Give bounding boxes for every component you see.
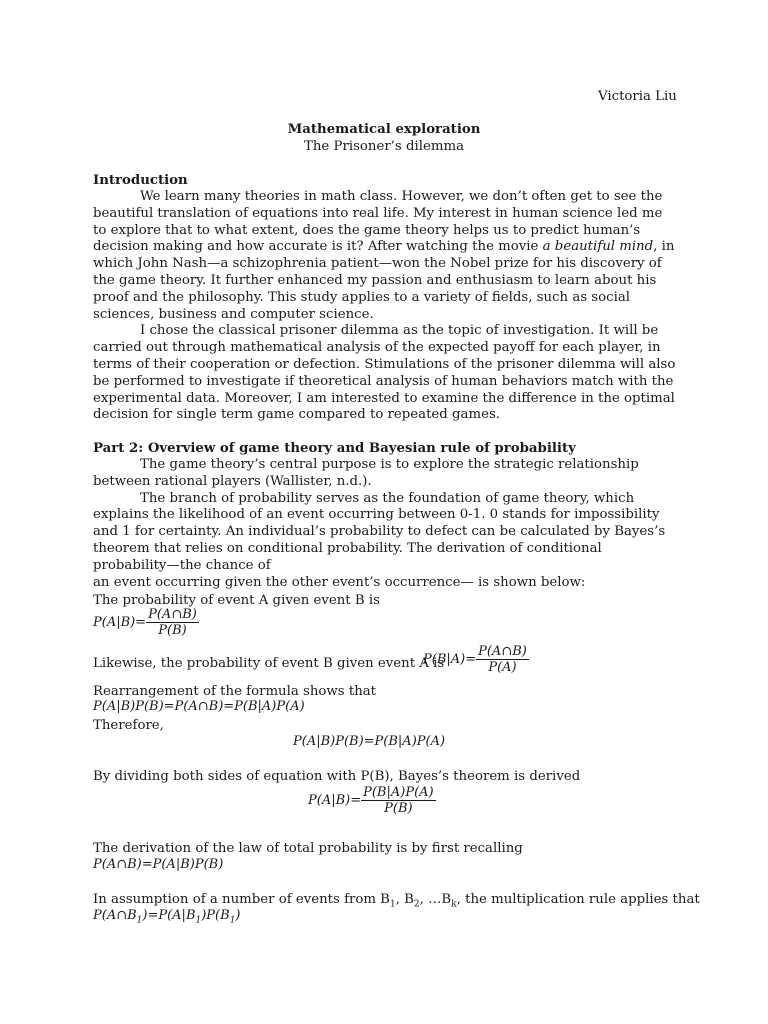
part2-paragraph-1: The game theory’s central purpose is to explore the strategic relationship between rational players (Wallister, n.d.).	[93, 457, 639, 489]
page-subtitle: The Prisoner’s dilemma	[303, 139, 464, 154]
equation-1: P(A|B)= $\frac{P(A\cap B)}{P(B)}$	[93, 607, 197, 638]
equation-2: P(B|A)= $\frac{P(A\cap B)}{P(A)}$	[423, 644, 527, 675]
math-line-1: The probability of event A given event B is	[93, 593, 380, 608]
equation-7: $P(A\cap B_1)=P(A|B_1)P(B_1)$	[93, 908, 241, 926]
part2-paragraph-2-last: an event occurring given the other event’s occurrence— is shown below:	[93, 574, 586, 590]
math-line-3: Rearrangement of the formula shows that	[93, 684, 377, 699]
equation-3: P(A|B)P(B)=P(A∩B)=P(B|A)P(A)	[93, 699, 305, 714]
math-line-5: By dividing both sides of equation with P(B), Bayes’s theorem is derived	[93, 769, 581, 784]
intro-body	[93, 189, 679, 424]
equation-4: P(A|B)P(B)=P(B|A)P(A)	[293, 734, 446, 749]
equation-5: P(A|B)= $\frac{P(B|A)P(A)}{P(B)}$	[308, 785, 434, 816]
part2-body	[93, 457, 679, 591]
author-name: Victoria Liu	[598, 89, 677, 104]
page-title: Mathematical exploration	[287, 122, 481, 137]
intro-paragraph-1: We learn many theories in math class. However, we don’t often get to see the beautiful translation of equations into real life. My interest in human science led me to explore that to what extent, does the game theory helps us to predict human’s decision making and how accurate is it? After watching the movie a beautiful mind, in which John Nash—a schizophrenia patient—won the Nobel prize for his discovery of the game theory. It further enhanced my passion and enthusiasm to learn about his proof and the philosophy. This study applies to a variety of fields, such as social sciences, business and computer science.	[93, 189, 675, 322]
part2-heading: Part 2: Overview of game theory and Bayesian rule of probability	[93, 441, 576, 456]
math-line-4: Therefore,	[93, 718, 164, 733]
math-line-2: Likewise, the probability of event B given event A is	[93, 656, 445, 671]
intro-heading: Introduction	[93, 173, 188, 188]
math-line-7: In assumption of a number of events from $B_1$, $B_2$, $\dots B_k$, the multiplication rule applies that	[93, 892, 700, 910]
movie-title: a beautiful mind	[542, 239, 654, 255]
intro-paragraph-2: I chose the classical prisoner dilemma as the topic of investigation. It will be carried out through mathematical analysis of the expected payoff for each player, in terms of their cooperation or defection. Stimulations of the prisoner dilemma will also be performed to investigate if theoretical analysis of human behaviors match with the experimental data. Moreover, I am interested to examine the difference in the optimal decision for single term game compared to repeated games.	[93, 323, 676, 423]
math-line-6: The derivation of the law of total probability is by first recalling	[93, 841, 523, 856]
equation-6: P(A∩B)=P(A|B)P(B)	[93, 857, 224, 872]
part2-paragraph-2: The branch of probability serves as the foundation of game theory, which explains the likelihood of an event occurring between 0-1. 0 stands for impossibility and 1 for certainty. An individual’s probability to defect can be calculated by Bayes’s theorem that relies on conditional probability. The derivation of conditional probability—the chance of	[93, 490, 666, 573]
